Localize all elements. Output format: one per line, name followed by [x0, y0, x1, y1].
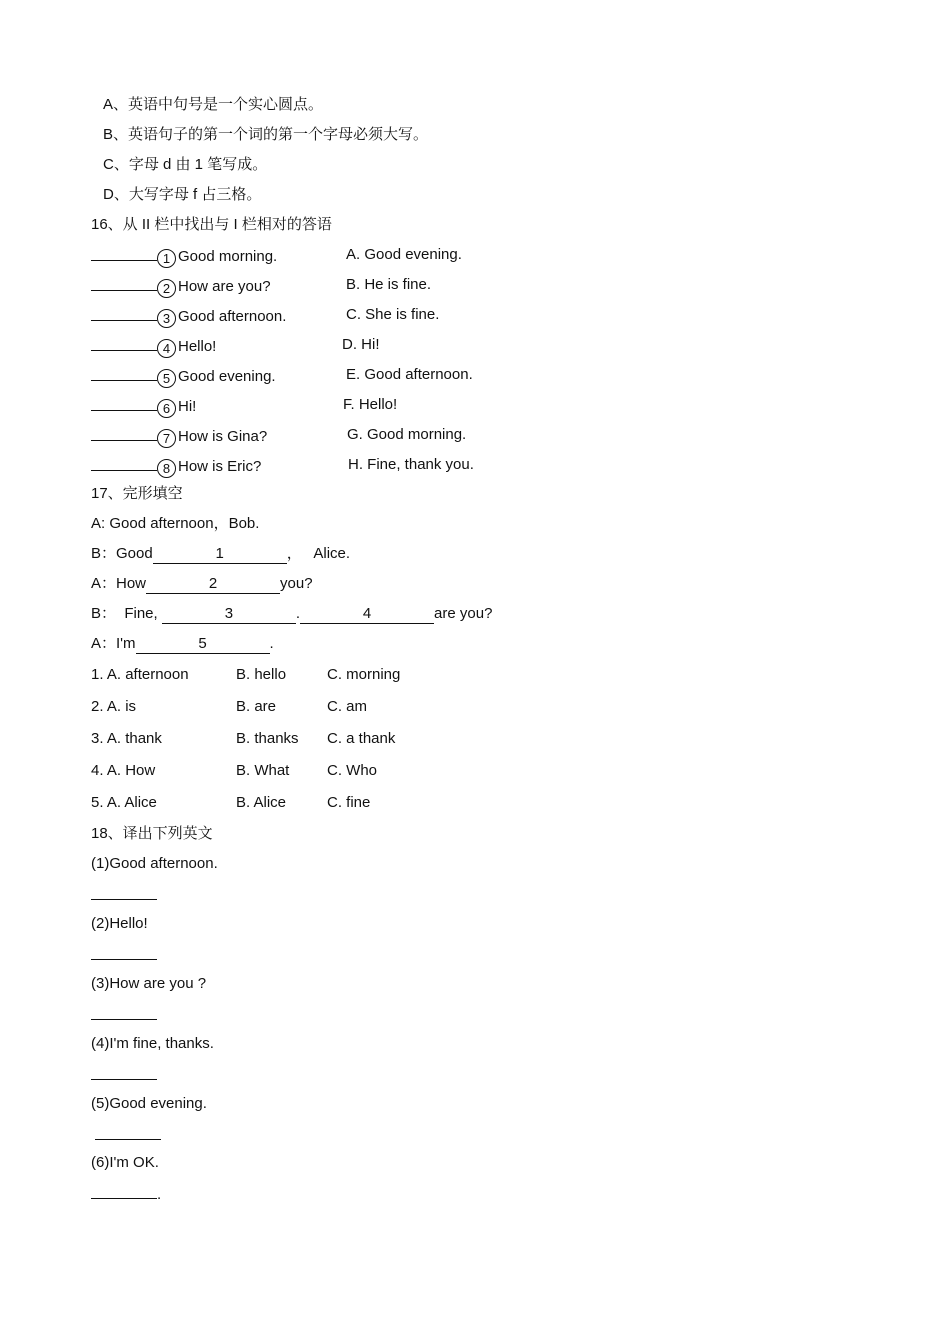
q18-answer-4	[91, 1064, 157, 1086]
answer-blank[interactable]	[91, 944, 157, 960]
q16-row-7	[91, 425, 267, 448]
q16-title: 16、从 II 栏中找出与 I 栏相对的答语	[91, 216, 332, 233]
blank-2[interactable]: 2	[146, 575, 280, 594]
option-row-5-a: 5. A. Alice	[91, 794, 157, 811]
answer-blank[interactable]	[91, 455, 157, 471]
q16-right-b: B. He is fine.	[346, 276, 432, 293]
dialog-text: A：I'm	[91, 635, 136, 652]
dialog-text: are you?	[434, 605, 493, 622]
q16-row-2	[91, 275, 271, 298]
dialog-text: ， Alice.	[286, 545, 351, 562]
q18-item-5: (5)Good evening.	[91, 1095, 207, 1112]
option-row-3-b: B. thanks	[236, 730, 299, 747]
dialog-line-5	[91, 634, 274, 654]
option-row-1-b: B. hello	[236, 666, 287, 683]
q16-right-e: E. Good afternoon.	[346, 366, 473, 383]
dialog-text: .	[295, 605, 301, 622]
option-row-2-c: C. am	[327, 698, 368, 715]
circled-number: 3	[157, 309, 176, 328]
q18-item-2: (2)Hello!	[91, 915, 148, 932]
q16-row-6	[91, 395, 196, 418]
circled-number: 6	[157, 399, 176, 418]
q16-right-f: F. Hello!	[343, 396, 398, 413]
q18-title: 18、译出下列英文	[91, 825, 213, 842]
option-row-5-c: C. fine	[327, 794, 371, 811]
q16-right-c: C. She is fine.	[346, 306, 440, 323]
answer-blank[interactable]	[91, 1064, 157, 1080]
q15-option-d: D、大写字母 f 占三格。	[103, 186, 262, 203]
circled-number: 8	[157, 459, 176, 478]
circled-number: 4	[157, 339, 176, 358]
blank-5[interactable]: 5	[136, 635, 270, 654]
q16-row-5	[91, 365, 276, 388]
answer-blank[interactable]	[91, 305, 157, 321]
q16-row-3	[91, 305, 286, 328]
dialog-line-2	[91, 544, 350, 564]
blank-4[interactable]: 4	[300, 605, 434, 624]
dialog-line-4	[91, 604, 492, 624]
q17-title: 17、完形填空	[91, 485, 183, 502]
option-row-3-c: C. a thank	[327, 730, 396, 747]
circled-number: 5	[157, 369, 176, 388]
q16-row-1	[91, 245, 277, 268]
dialog-line-1: A: Good afternoon，Bob.	[91, 515, 260, 532]
circled-number: 1	[157, 249, 176, 268]
answer-blank[interactable]	[91, 275, 157, 291]
q16-right-a: A. Good evening.	[346, 246, 462, 263]
q16-left-text: Good evening.	[178, 368, 276, 385]
option-row-5-b: B. Alice	[236, 794, 287, 811]
option-row-3-a: 3. A. thank	[91, 730, 162, 747]
q18-answer-3	[91, 1004, 157, 1026]
q18-item-1: (1)Good afternoon.	[91, 855, 218, 872]
q15-option-c: C、字母 d 由 1 笔写成。	[103, 156, 268, 173]
option-row-2-a: 2. A. is	[91, 698, 137, 715]
q16-left-text: Good morning.	[178, 248, 278, 265]
q18-item-3: (3)How are you ?	[91, 975, 207, 992]
q16-row-4	[91, 335, 216, 358]
q16-left-text: How is Gina?	[178, 428, 268, 445]
blank-3[interactable]: 3	[162, 605, 296, 624]
q18-answer-6	[91, 1183, 161, 1205]
answer-blank[interactable]	[95, 1124, 161, 1140]
answer-blank[interactable]	[91, 884, 157, 900]
q15-option-a: A、英语中句号是一个实心圆点。	[103, 96, 324, 113]
dialog-text: .	[269, 635, 274, 652]
answer-blank[interactable]	[91, 335, 157, 351]
q18-answer-1	[91, 884, 157, 906]
q18-item-4: (4)I'm fine, thanks.	[91, 1035, 214, 1052]
option-row-1-c: C. morning	[327, 666, 401, 683]
q16-row-8	[91, 455, 261, 478]
q16-left-text: Hi!	[178, 398, 197, 415]
answer-blank[interactable]	[91, 425, 157, 441]
option-row-4-c: C. Who	[327, 762, 378, 779]
q16-left-text: How are you?	[178, 278, 271, 295]
blank-1[interactable]: 1	[153, 545, 287, 564]
dialog-text: B：Good	[91, 545, 153, 562]
option-row-4-b: B. What	[236, 762, 290, 779]
q16-left-text: How is Eric?	[178, 458, 262, 475]
q18-answer-2	[91, 944, 157, 966]
dialog-line-3	[91, 574, 313, 594]
circled-number: 2	[157, 279, 176, 298]
answer-blank[interactable]	[91, 1183, 157, 1199]
q15-option-b: B、英语句子的第一个词的第一个字母必须大写。	[103, 126, 429, 143]
dialog-text: A：How	[91, 575, 147, 592]
q16-left-text: Good afternoon.	[178, 308, 287, 325]
answer-text: .	[157, 1186, 162, 1203]
q16-right-h: H. Fine, thank you.	[348, 456, 474, 473]
answer-blank[interactable]	[91, 1004, 157, 1020]
answer-blank[interactable]	[91, 245, 157, 261]
q18-item-6: (6)I'm OK.	[91, 1154, 159, 1171]
answer-blank[interactable]	[91, 395, 157, 411]
q16-right-g: G. Good morning.	[347, 426, 467, 443]
q16-right-d: D. Hi!	[342, 336, 380, 353]
dialog-text: B： Fine,	[91, 605, 162, 622]
q16-left-text: Hello!	[178, 338, 217, 355]
circled-number: 7	[157, 429, 176, 448]
option-row-4-a: 4. A. How	[91, 762, 156, 779]
dialog-text: you?	[280, 575, 313, 592]
q18-answer-5	[95, 1124, 161, 1146]
option-row-2-b: B. are	[236, 698, 277, 715]
answer-blank[interactable]	[91, 365, 157, 381]
option-row-1-a: 1. A. afternoon	[91, 666, 189, 683]
